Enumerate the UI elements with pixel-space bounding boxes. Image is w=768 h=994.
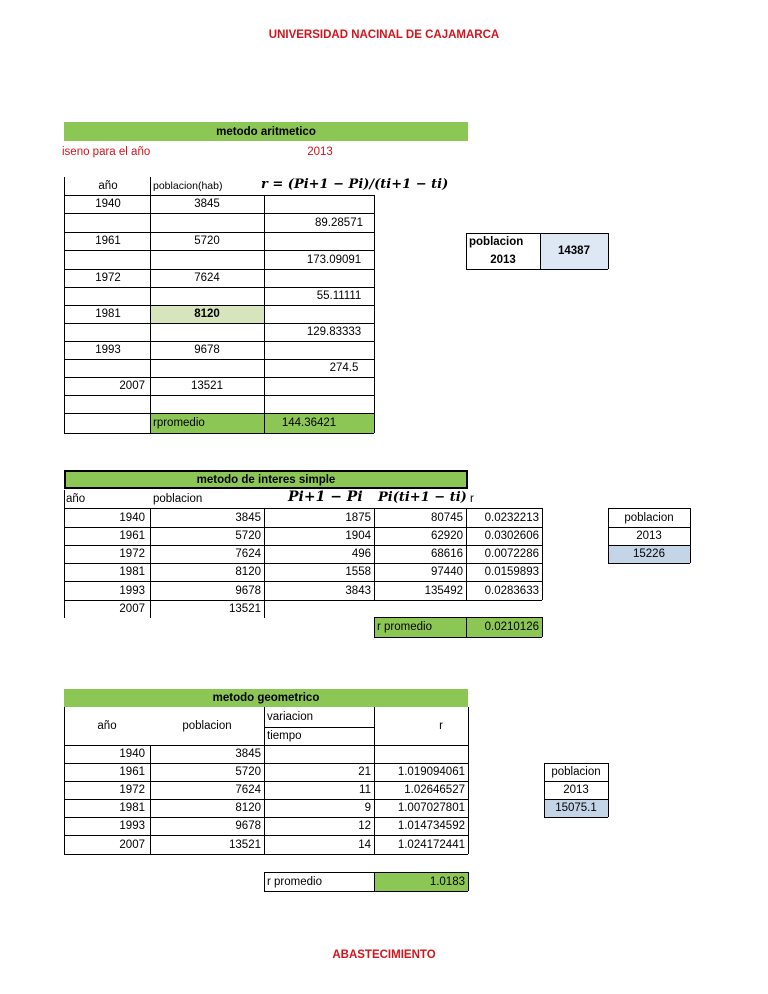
diff-cell: 1875	[345, 511, 371, 524]
tiempo-cell: 12	[358, 820, 371, 832]
interes-title: metodo de interes simple	[64, 470, 468, 489]
pob-cell: 5720	[194, 235, 220, 247]
footer-title: ABASTECIMIENTO	[332, 949, 436, 961]
rpromedio-label: rpromedio	[153, 417, 205, 429]
result-value: 14387	[558, 245, 590, 257]
rpromedio-label: r promedio	[267, 875, 322, 888]
r-cell: 1.007027801	[397, 802, 465, 814]
col-year-header: año	[97, 720, 117, 732]
aritmetico-title: metodo aritmetico	[64, 122, 468, 141]
pob-cell: 3845	[194, 198, 220, 210]
pob-cell: 7624	[235, 548, 261, 560]
pob-cell: 9678	[235, 820, 261, 832]
year-cell: 1972	[95, 272, 121, 284]
year-cell: 1972	[119, 784, 145, 796]
rpromedio-label: r promedio	[377, 621, 432, 633]
result-label: poblacion	[551, 766, 601, 778]
year-cell: 2007	[119, 603, 145, 615]
design-year-value: 2013	[307, 146, 333, 158]
pob-cell-highlighted: 8120	[194, 308, 220, 320]
year-cell: 1993	[119, 584, 145, 597]
result-year: 2013	[563, 784, 589, 796]
r-cell: 89.28571	[315, 216, 363, 229]
col-year-header: año	[98, 180, 118, 192]
col-pob-header: poblacion(hab)	[153, 180, 223, 192]
pob-cell: 5720	[235, 766, 261, 778]
tiempo-cell: 9	[364, 802, 371, 814]
r-cell: 274.5	[329, 362, 359, 374]
year-cell: 1961	[95, 235, 121, 247]
r-cell: 1.024172441	[397, 838, 465, 851]
pob-cell: 9678	[194, 344, 220, 356]
year-cell: 1940	[95, 198, 121, 210]
page-title: UNIVERSIDAD NACINAL DE CAJAMARCA	[268, 29, 500, 41]
pob-cell: 3845	[235, 748, 261, 760]
tiempo-cell: 11	[359, 784, 371, 796]
pob-cell: 13521	[229, 603, 261, 615]
r-cell: 55.11111	[316, 290, 362, 302]
geometrico-title: metodo geometrico	[64, 689, 468, 707]
col-pob-header: poblacion	[153, 493, 203, 505]
year-cell: 1972	[119, 548, 145, 560]
r-cell: 0.0159893	[484, 566, 539, 578]
year-cell: 1940	[119, 748, 145, 760]
pob-cell: 8120	[235, 566, 261, 578]
r-cell: 129.83333	[306, 326, 362, 338]
denominator-formula: Pi(ti+1 − ti)	[378, 489, 467, 505]
col-r-header: r	[470, 493, 474, 505]
diff-cell: 3843	[345, 584, 371, 597]
year-cell: 1981	[119, 566, 145, 578]
r-cell: 173.09091	[306, 253, 362, 266]
result-label: poblacion	[624, 511, 674, 524]
result-value: 15075.1	[555, 802, 597, 814]
year-cell: 1981	[95, 308, 121, 320]
pob-cell: 7624	[235, 784, 261, 796]
pob-cell: 13521	[191, 380, 223, 392]
den-cell: 135492	[424, 584, 463, 597]
design-year-label: iseno para el año	[62, 146, 151, 158]
rpromedio-value: 1.0183	[429, 875, 465, 888]
pob-cell: 8120	[235, 802, 261, 814]
year-cell: 1981	[119, 802, 145, 814]
result-label: poblacion	[469, 236, 524, 248]
col-r-header: r	[439, 720, 443, 732]
result-value: 15226	[633, 548, 665, 560]
r-cell: 0.0302606	[484, 530, 539, 542]
diff-cell: 1558	[345, 566, 371, 578]
pob-cell: 5720	[235, 530, 261, 542]
pob-cell: 13521	[229, 838, 261, 851]
year-cell: 1940	[119, 511, 145, 524]
year-cell: 1961	[119, 766, 145, 778]
year-cell: 1993	[119, 820, 145, 832]
result-year: 2013	[636, 530, 662, 542]
year-cell: 1993	[95, 344, 121, 356]
tiempo-cell: 14	[358, 838, 371, 851]
col-year-header: año	[66, 493, 86, 505]
den-cell: 80745	[431, 511, 463, 524]
diff-cell: 1904	[345, 530, 371, 542]
r-cell: 0.0283633	[484, 584, 539, 597]
result-year: 2013	[490, 254, 516, 266]
col-variacion-header: variacion	[267, 711, 314, 723]
den-cell: 68616	[431, 548, 463, 560]
col-pob-header: poblacion	[182, 720, 232, 732]
year-cell: 2007	[119, 380, 145, 392]
tiempo-cell: 21	[358, 766, 371, 778]
year-cell: 2007	[119, 838, 145, 851]
year-cell: 1961	[119, 530, 145, 542]
rpromedio-value: 0.0210126	[484, 621, 539, 633]
den-cell: 62920	[431, 530, 463, 542]
r-cell: 0.0072286	[484, 548, 539, 560]
diff-formula: Pi+1 − Pi	[288, 489, 363, 505]
pob-cell: 3845	[235, 511, 261, 524]
r-cell: 0.0232213	[484, 511, 539, 524]
col-tiempo-header: tiempo	[267, 730, 302, 742]
den-cell: 97440	[431, 566, 463, 578]
pob-cell: 7624	[194, 272, 220, 284]
diff-cell: 496	[351, 548, 371, 560]
r-cell: 1.02646527	[404, 784, 465, 796]
rate-formula: r = (Pi+1 − Pi)/(ti+1 − ti)	[261, 176, 449, 192]
r-cell: 1.019094061	[397, 766, 465, 778]
rpromedio-value: 144.36421	[281, 417, 337, 429]
r-cell: 1.014734592	[397, 820, 465, 832]
pob-cell: 9678	[235, 584, 261, 597]
